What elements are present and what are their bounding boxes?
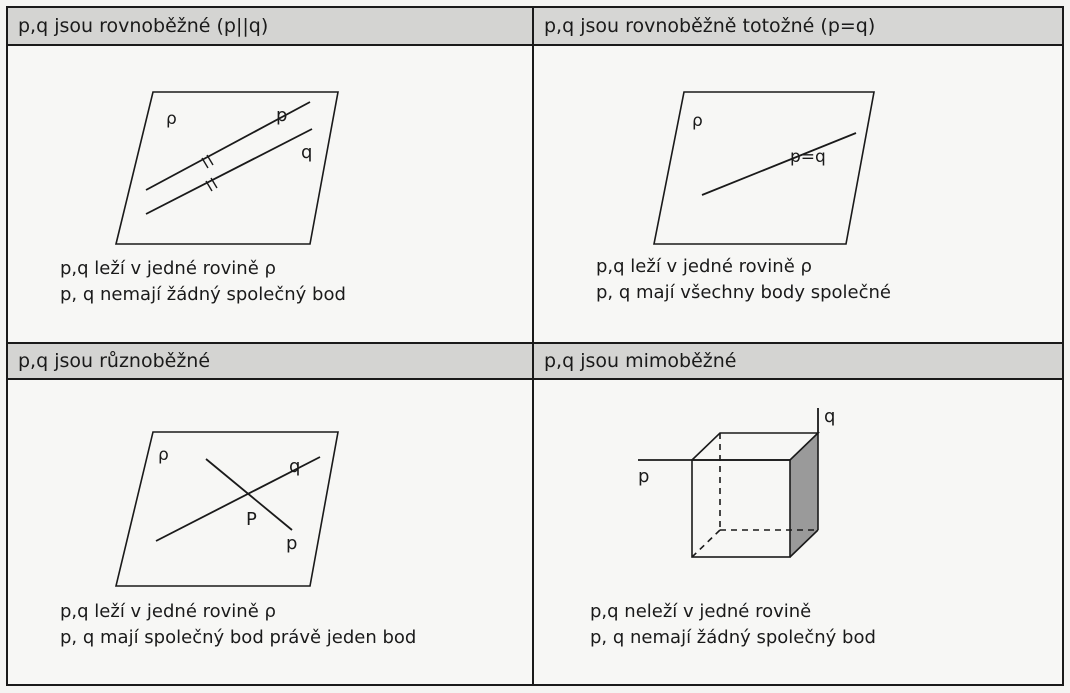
plane-label: ρ xyxy=(692,111,703,131)
cell-description xyxy=(590,599,876,651)
cell-description xyxy=(60,256,346,308)
q-label: q xyxy=(301,142,313,163)
plane-rho xyxy=(116,432,338,586)
cube-right-face xyxy=(790,433,818,557)
q-label: q xyxy=(824,406,836,427)
line-pq xyxy=(702,133,856,195)
cell-description xyxy=(596,254,891,306)
line-q xyxy=(146,129,312,214)
plane-label: ρ xyxy=(158,445,169,465)
cell-coincident xyxy=(532,6,1064,344)
cell-parallel xyxy=(6,6,534,344)
q-label: q xyxy=(289,456,301,477)
plane-label: ρ xyxy=(166,109,177,129)
cell-skew xyxy=(532,342,1064,686)
cell-title: p,q jsou různoběžné xyxy=(8,344,532,380)
parallel-marks xyxy=(202,155,217,191)
desc-line-1: p,q neleží v jedné rovině xyxy=(590,601,812,622)
pq-label: p=q xyxy=(790,147,826,167)
p-label: p xyxy=(638,466,650,487)
desc-line-1: p,q leží v jedné rovině ρ xyxy=(60,601,276,622)
desc-line-2: p, q mají všechny body společné xyxy=(596,282,892,303)
desc-line-2: p, q nemají žádný společný bod xyxy=(60,284,346,305)
cell-title: p,q jsou rovnoběžně totožné (p=q) xyxy=(534,8,1062,46)
plane-rho xyxy=(116,92,338,244)
point-label: P xyxy=(246,509,257,530)
cube-front-face xyxy=(692,460,790,557)
desc-line-2: p, q mají společný bod právě jeden bod xyxy=(60,627,417,648)
cell-description xyxy=(60,599,416,651)
relations-table xyxy=(6,6,1064,686)
desc-line-2: p, q nemají žádný společný bod xyxy=(590,627,876,648)
p-label: p xyxy=(286,533,298,554)
plane-rho xyxy=(654,92,874,244)
desc-line-1: p,q leží v jedné rovině ρ xyxy=(60,258,276,279)
cell-intersecting xyxy=(6,342,534,686)
cell-title: p,q jsou mimoběžné xyxy=(534,344,1062,380)
cell-title: p,q jsou rovnoběžné (p||q) xyxy=(8,8,532,46)
desc-line-1: p,q leží v jedné rovině ρ xyxy=(596,256,812,277)
p-label: p xyxy=(276,105,288,126)
